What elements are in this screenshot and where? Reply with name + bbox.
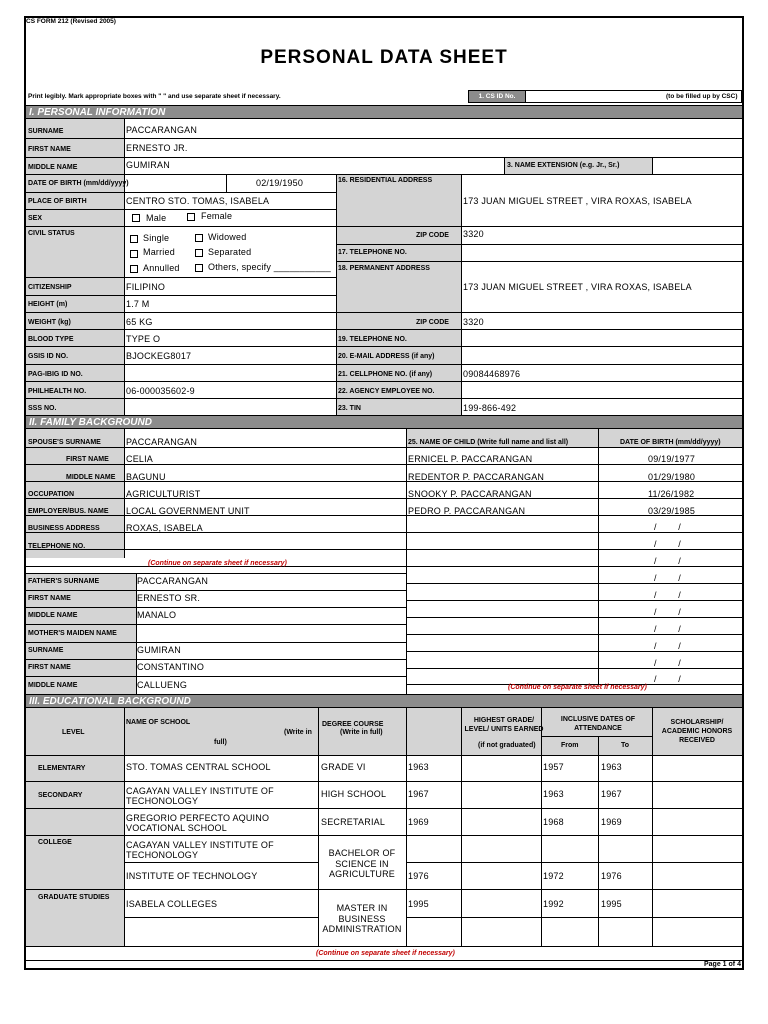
label-middle-name: MIDDLE NAME	[28, 164, 78, 171]
label-email: 20. E-MAIL ADDRESS (if any)	[338, 353, 435, 360]
label-father-surname: FATHER'S SURNAME	[28, 578, 100, 585]
dob-slash-row-6: / /	[654, 539, 682, 549]
child-1-name[interactable]: ERNICEL P. PACCARANGAN	[408, 454, 533, 464]
edu-row-4-school[interactable]: CAGAYAN VALLEY INSTITUTE OF TECHONOLOGY	[126, 840, 274, 860]
mother-middle-value[interactable]: CALLUENG	[137, 680, 188, 690]
mother-surname-value[interactable]: GUMIRAN	[137, 645, 181, 655]
dob-slash-row-11: / /	[654, 624, 682, 634]
edu-row-4-degree[interactable]: BACHELOR OF SCIENCE IN AGRICULTURE	[328, 848, 396, 879]
label-surname: SURNAME	[28, 128, 64, 135]
section-personal-information: I. PERSONAL INFORMATION	[26, 105, 742, 119]
cs-id-note: (to be filled up by CSC)	[666, 93, 738, 100]
sex-male-checkbox[interactable]	[132, 214, 140, 222]
label-name-extension: 3. NAME EXTENSION (e.g. Jr., Sr.)	[507, 162, 620, 169]
education-level-column	[26, 755, 124, 946]
edu-level-college: COLLEGE	[38, 839, 72, 846]
label-philhealth: PHILHEALTH NO.	[28, 388, 87, 395]
instructions: Print legibly. Mark appropriate boxes with " " and use separate sheet if necessary.	[28, 93, 281, 100]
edu-header-to: To	[621, 742, 630, 749]
edu-row-5-school[interactable]: INSTITUTE OF TECHNOLOGY	[126, 871, 258, 881]
family-continue-note-2: (Continue on separate sheet if necessary)	[508, 684, 647, 691]
section-educational-background: III. EDUCATIONAL BACKGROUND	[26, 694, 742, 708]
edu-header-highest: HIGHEST GRADE/ LEVEL/ UNITS EARNED	[464, 717, 544, 733]
label-telephone-2: 19. TELEPHONE NO.	[338, 336, 407, 343]
label-residential-address: 16. RESIDENTIAL ADDRESS	[338, 177, 433, 184]
label-spouse-middle-name: MIDDLE NAME	[66, 474, 116, 481]
label-spouse-first-name: FIRST NAME	[66, 456, 109, 463]
label-agency-employee-no: 22. AGENCY EMPLOYEE NO.	[338, 388, 435, 395]
edu-row-2-year[interactable]: 1967	[408, 789, 429, 799]
child-2-name[interactable]: REDENTOR P. PACCARANGAN	[408, 472, 545, 482]
father-first-value[interactable]: ERNESTO SR.	[137, 593, 201, 603]
address-label-column	[336, 174, 461, 415]
surname-value[interactable]: PACCARANGAN	[126, 125, 198, 135]
label-zip-code-2: ZIP CODE	[416, 319, 449, 326]
family-continue-note-1: (Continue on separate sheet if necessary)	[148, 560, 287, 567]
spouse-middle-value[interactable]: BAGUNU	[126, 472, 166, 482]
dob-slash-row-13: / /	[654, 658, 682, 668]
label-children-header: 25. NAME OF CHILD (Write full name and list all)	[408, 439, 569, 446]
edu-row-5-to[interactable]: 1976	[601, 871, 622, 881]
civil-separated-checkbox[interactable]	[195, 249, 203, 257]
edu-row-2-to[interactable]: 1967	[601, 789, 622, 799]
father-surname-value[interactable]: PACCARANGAN	[137, 576, 209, 586]
edu-row-3-from[interactable]: 1968	[543, 817, 564, 827]
edu-header-highest-sub: (if not graduated)	[478, 742, 536, 749]
civil-widowed-label: Widowed	[208, 232, 247, 242]
personal-data-sheet	[24, 16, 744, 970]
edu-row-6-from[interactable]: 1992	[543, 899, 564, 909]
label-child-dob-header: DATE OF BIRTH (mm/dd/yyyy)	[620, 439, 721, 446]
employer-value[interactable]: LOCAL GOVERNMENT UNIT	[126, 506, 250, 516]
cs-id-label-box	[468, 90, 526, 103]
edu-row-1-school[interactable]: STO. TOMAS CENTRAL SCHOOL	[126, 762, 271, 772]
spouse-first-value[interactable]: CELIA	[126, 454, 154, 464]
edu-row-3-year[interactable]: 1969	[408, 817, 429, 827]
edu-header-level: LEVEL	[62, 729, 85, 736]
gsis-value[interactable]: BJOCKEG8017	[126, 351, 192, 361]
page-title: PERSONAL DATA SHEET	[260, 47, 508, 68]
civil-married-checkbox[interactable]	[130, 250, 138, 258]
edu-row-3-school[interactable]: GREGORIO PERFECTO AQUINO VOCATIONAL SCHOOL	[126, 813, 270, 833]
first-name-value[interactable]: ERNESTO JR.	[126, 143, 188, 153]
label-date-of-birth: DATE OF BIRTH (mm/dd/yyyy)	[28, 180, 129, 187]
edu-level-elementary: ELEMENTARY	[38, 765, 86, 772]
label-sss: SSS NO.	[28, 405, 57, 412]
cellphone-value[interactable]: 09084468976	[463, 369, 521, 379]
label-zip-code-1: ZIP CODE	[416, 232, 449, 239]
dob-slash-row-10: / /	[654, 607, 682, 617]
cs-id-label: 1. CS ID No.	[478, 93, 516, 100]
label-father-first-name: FIRST NAME	[28, 595, 71, 602]
business-address-value[interactable]: ROXAS, ISABELA	[126, 523, 203, 533]
child-4-dob[interactable]: 03/29/1985	[648, 506, 696, 516]
label-sex: SEX	[28, 215, 43, 222]
sex-female-label: Female	[201, 211, 233, 221]
zip-code-1-value[interactable]: 3320	[463, 229, 484, 239]
label-height: HEIGHT (m)	[28, 301, 68, 308]
edu-row-6-school[interactable]: ISABELA COLLEGES	[126, 899, 218, 909]
edu-row-1-from[interactable]: 1957	[543, 762, 564, 772]
label-mother-first-name: FIRST NAME	[28, 664, 71, 671]
civil-others-label: Others, specify ___________	[208, 262, 331, 272]
label-first-name: FIRST NAME	[28, 146, 71, 153]
label-weight: WEIGHT (kg)	[28, 319, 71, 326]
edu-row-6-year[interactable]: 1995	[408, 899, 429, 909]
edu-level-secondary: SECONDARY	[38, 792, 83, 799]
edu-row-2-from[interactable]: 1963	[543, 789, 564, 799]
father-middle-value[interactable]: MANALO	[137, 610, 177, 620]
civil-single-label: Single	[143, 233, 170, 243]
edu-row-5-year[interactable]: 1976	[408, 871, 429, 881]
edu-header-honors: SCHOLARSHIP/ ACADEMIC HONORS RECEIVED	[661, 719, 733, 744]
label-father-middle-name: MIDDLE NAME	[28, 612, 78, 619]
label-place-of-birth: PLACE OF BIRTH	[28, 198, 87, 205]
education-continue-note: (Continue on separate sheet if necessary)	[316, 950, 455, 957]
child-4-name[interactable]: PEDRO P. PACCARANGAN	[408, 506, 526, 516]
edu-header-degree-sub: (Write in full)	[340, 729, 383, 736]
edu-header-inclusive: INCLUSIVE DATES OF ATTENDANCE	[560, 716, 636, 732]
label-business-address: BUSINESS ADDRESS	[28, 525, 100, 532]
weight-value[interactable]: 65 KG	[126, 317, 153, 327]
civil-separated-label: Separated	[208, 247, 252, 257]
edu-header-write-in: (Write in	[284, 729, 312, 736]
label-cellphone: 21. CELLPHONE NO. (if any)	[338, 371, 433, 378]
edu-row-2-degree[interactable]: HIGH SCHOOL	[321, 789, 387, 799]
sex-male-label: Male	[146, 213, 167, 223]
label-employer: EMPLOYER/BUS. NAME	[28, 508, 109, 515]
dob-slash-row-12: / /	[654, 641, 682, 651]
permanent-address-value[interactable]: 173 JUAN MIGUEL STREET , VIRA ROXAS, ISABELA	[463, 282, 692, 292]
dob-slash-row-5: / /	[654, 522, 682, 532]
blood-type-value[interactable]: TYPE O	[126, 334, 161, 344]
page-number: Page 1 of 4	[704, 961, 741, 968]
label-pagibig: PAG-IBIG ID NO.	[28, 371, 83, 378]
label-mother-maiden-name: MOTHER'S MAIDEN NAME	[28, 630, 117, 637]
edu-row-1-to[interactable]: 1963	[601, 762, 622, 772]
civil-widowed-checkbox[interactable]	[195, 234, 203, 242]
civil-others-checkbox[interactable]	[195, 264, 203, 272]
edu-header-school: NAME OF SCHOOL	[126, 719, 191, 726]
occupation-value[interactable]: AGRICULTURIST	[126, 489, 201, 499]
mother-first-value[interactable]: CONSTANTINO	[137, 662, 205, 672]
edu-row-1-year[interactable]: 1963	[408, 762, 429, 772]
edu-row-6-to[interactable]: 1995	[601, 899, 622, 909]
label-occupation: OCCUPATION	[28, 491, 75, 498]
residential-address-value[interactable]: 173 JUAN MIGUEL STREET , VIRA ROXAS, ISABELA	[463, 196, 692, 206]
label-mother-surname: SURNAME	[28, 647, 64, 654]
child-2-dob[interactable]: 01/29/1980	[648, 472, 696, 482]
civil-married-label: Married	[143, 247, 175, 257]
citizenship-value[interactable]: FILIPINO	[126, 282, 166, 292]
spouse-surname-value[interactable]: PACCARANGAN	[126, 437, 198, 447]
label-citizenship: CITIZENSHIP	[28, 284, 72, 291]
label-blood-type: BLOOD TYPE	[28, 336, 74, 343]
middle-name-value[interactable]: GUMIRAN	[126, 160, 170, 170]
civil-annulled-checkbox[interactable]	[130, 265, 138, 273]
edu-row-2-school[interactable]: CAGAYAN VALLEY INSTITUTE OF TECHONOLOGY	[126, 786, 274, 806]
dob-slash-row-9: / /	[654, 590, 682, 600]
label-telephone: TELEPHONE NO.	[28, 543, 86, 550]
dob-slash-row-8: / /	[654, 573, 682, 583]
dob-slash-row-14: / /	[654, 674, 682, 684]
dob-value[interactable]: 02/19/1950	[256, 178, 304, 188]
tin-value[interactable]: 199-866-492	[463, 403, 517, 413]
child-3-dob[interactable]: 11/26/1982	[648, 489, 695, 499]
edu-row-6-degree[interactable]: MASTER IN BUSINESS ADMINISTRATION	[322, 903, 402, 934]
pob-value[interactable]: CENTRO STO. TOMAS, ISABELA	[126, 196, 270, 206]
label-mother-middle-name: MIDDLE NAME	[28, 682, 78, 689]
form-code: CS FORM 212 (Revised 2005)	[26, 18, 116, 25]
edu-header-from: From	[561, 742, 579, 749]
dob-slash-row-7: / /	[654, 556, 682, 566]
sex-female-checkbox[interactable]	[187, 213, 195, 221]
section-family-background: II. FAMILY BACKGROUND	[26, 415, 742, 429]
edu-row-1-degree[interactable]: GRADE VI	[321, 762, 366, 772]
edu-header-full: full)	[214, 739, 227, 746]
label-telephone-1: 17. TELEPHONE NO.	[338, 249, 407, 256]
edu-row-3-to[interactable]: 1969	[601, 817, 622, 827]
edu-header-degree: DEGREE COURSE	[322, 721, 384, 728]
label-tin: 23. TIN	[338, 405, 361, 412]
edu-row-5-from[interactable]: 1972	[543, 871, 564, 881]
philhealth-value[interactable]: 06-000035602-9	[126, 386, 195, 396]
child-1-dob[interactable]: 09/19/1977	[648, 454, 696, 464]
height-value[interactable]: 1.7 M	[126, 299, 150, 309]
label-civil-status: CIVIL STATUS	[28, 230, 75, 237]
label-spouse-surname: SPOUSE'S SURNAME	[28, 439, 101, 446]
edu-level-graduate: GRADUATE STUDIES	[38, 894, 110, 901]
zip-code-2-value[interactable]: 3320	[463, 317, 484, 327]
label-permanent-address: 18. PERMANENT ADDRESS	[338, 265, 430, 272]
child-3-name[interactable]: SNOOKY P. PACCARANGAN	[408, 489, 532, 499]
civil-annulled-label: Annulled	[143, 263, 180, 273]
civil-single-checkbox[interactable]	[130, 235, 138, 243]
edu-row-3-degree[interactable]: SECRETARIAL	[321, 817, 386, 827]
label-gsis: GSIS ID NO.	[28, 353, 69, 360]
